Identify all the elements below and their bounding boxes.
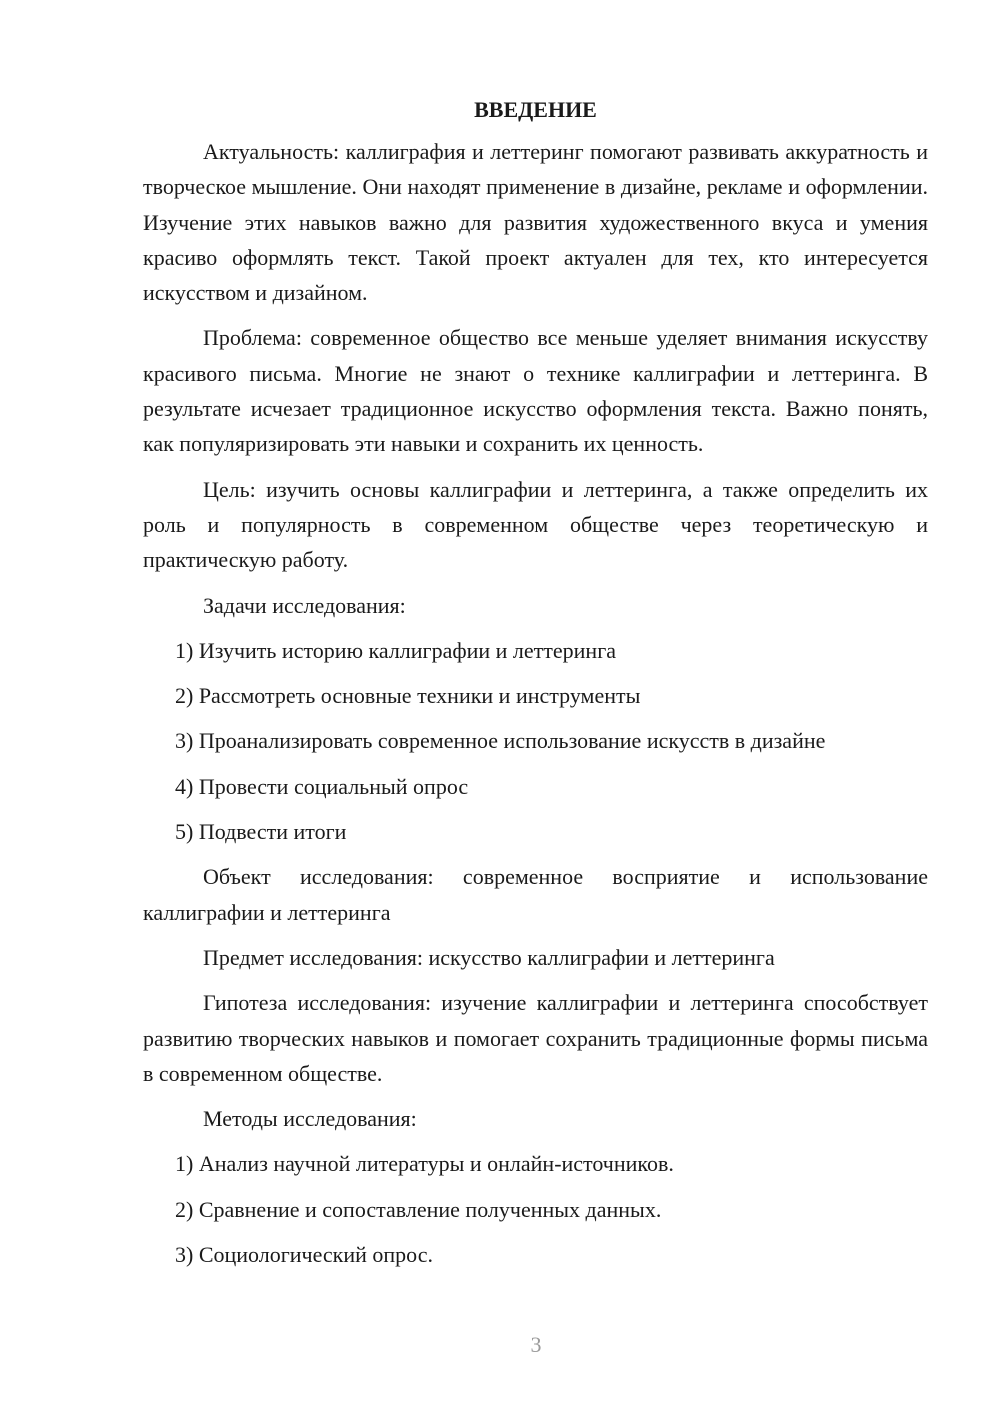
hypothesis-paragraph: Гипотеза исследования: изучение каллиграфии и леттеринга способствует развитию творческих навыков и помогает сохранить традиционные формы письма в современном обществе. xyxy=(143,990,928,1086)
task-item: 1) Изучить историю каллиграфии и леттеринга xyxy=(175,637,616,663)
page-number: 3 xyxy=(530,1332,542,1357)
document-page xyxy=(143,90,928,1282)
methods-heading: Методы исследования: xyxy=(203,1106,417,1132)
task-item: 2) Рассмотреть основные техники и инструменты xyxy=(175,683,641,709)
task-item: 5) Подвести итоги xyxy=(175,819,347,845)
method-item: 1) Анализ научной литературы и онлайн-источников. xyxy=(175,1151,674,1177)
relevance-paragraph: Актуальность: каллиграфия и леттеринг помогают развивать аккуратность и творческое мышление. Они находят применение в дизайне, рекламе и оформлении. Изучение этих навыков важно для развития художественного вкуса и умения красиво оформлять текст. Такой проект актуален для тех, кто интересуется искусством и дизайном. xyxy=(143,139,928,306)
subject-paragraph: Предмет исследования: искусство каллиграфии и леттеринга xyxy=(203,944,775,970)
goal-paragraph: Цель: изучить основы каллиграфии и леттеринга, а также определить их роль и популярность в современном обществе через теоретическую и практическую работу. xyxy=(143,476,928,573)
method-item: 3) Социологический опрос. xyxy=(175,1242,433,1268)
task-item: 3) Проанализировать современное использование искусств в дизайне xyxy=(175,728,826,754)
tasks-list xyxy=(143,633,928,849)
problem-paragraph: Проблема: современное общество все меньше уделяет внимания искусству красивого письма. Многие не знают о технике каллиграфии и леттеринга. В результате исчезает традиционное искусство оформления текста. Важно понять, как популяризировать эти навыки и сохранить их ценность. xyxy=(143,325,928,457)
object-paragraph: Объект исследования: современное восприятие и использование каллиграфии и леттеринга xyxy=(143,864,928,925)
tasks-heading: Задачи исследования: xyxy=(203,592,406,618)
page-title: ВВЕДЕНИЕ xyxy=(474,97,597,122)
methods-list xyxy=(143,1146,928,1272)
task-item: 4) Провести социальный опрос xyxy=(175,773,469,799)
method-item: 2) Сравнение и сопоставление полученных данных. xyxy=(175,1196,662,1222)
